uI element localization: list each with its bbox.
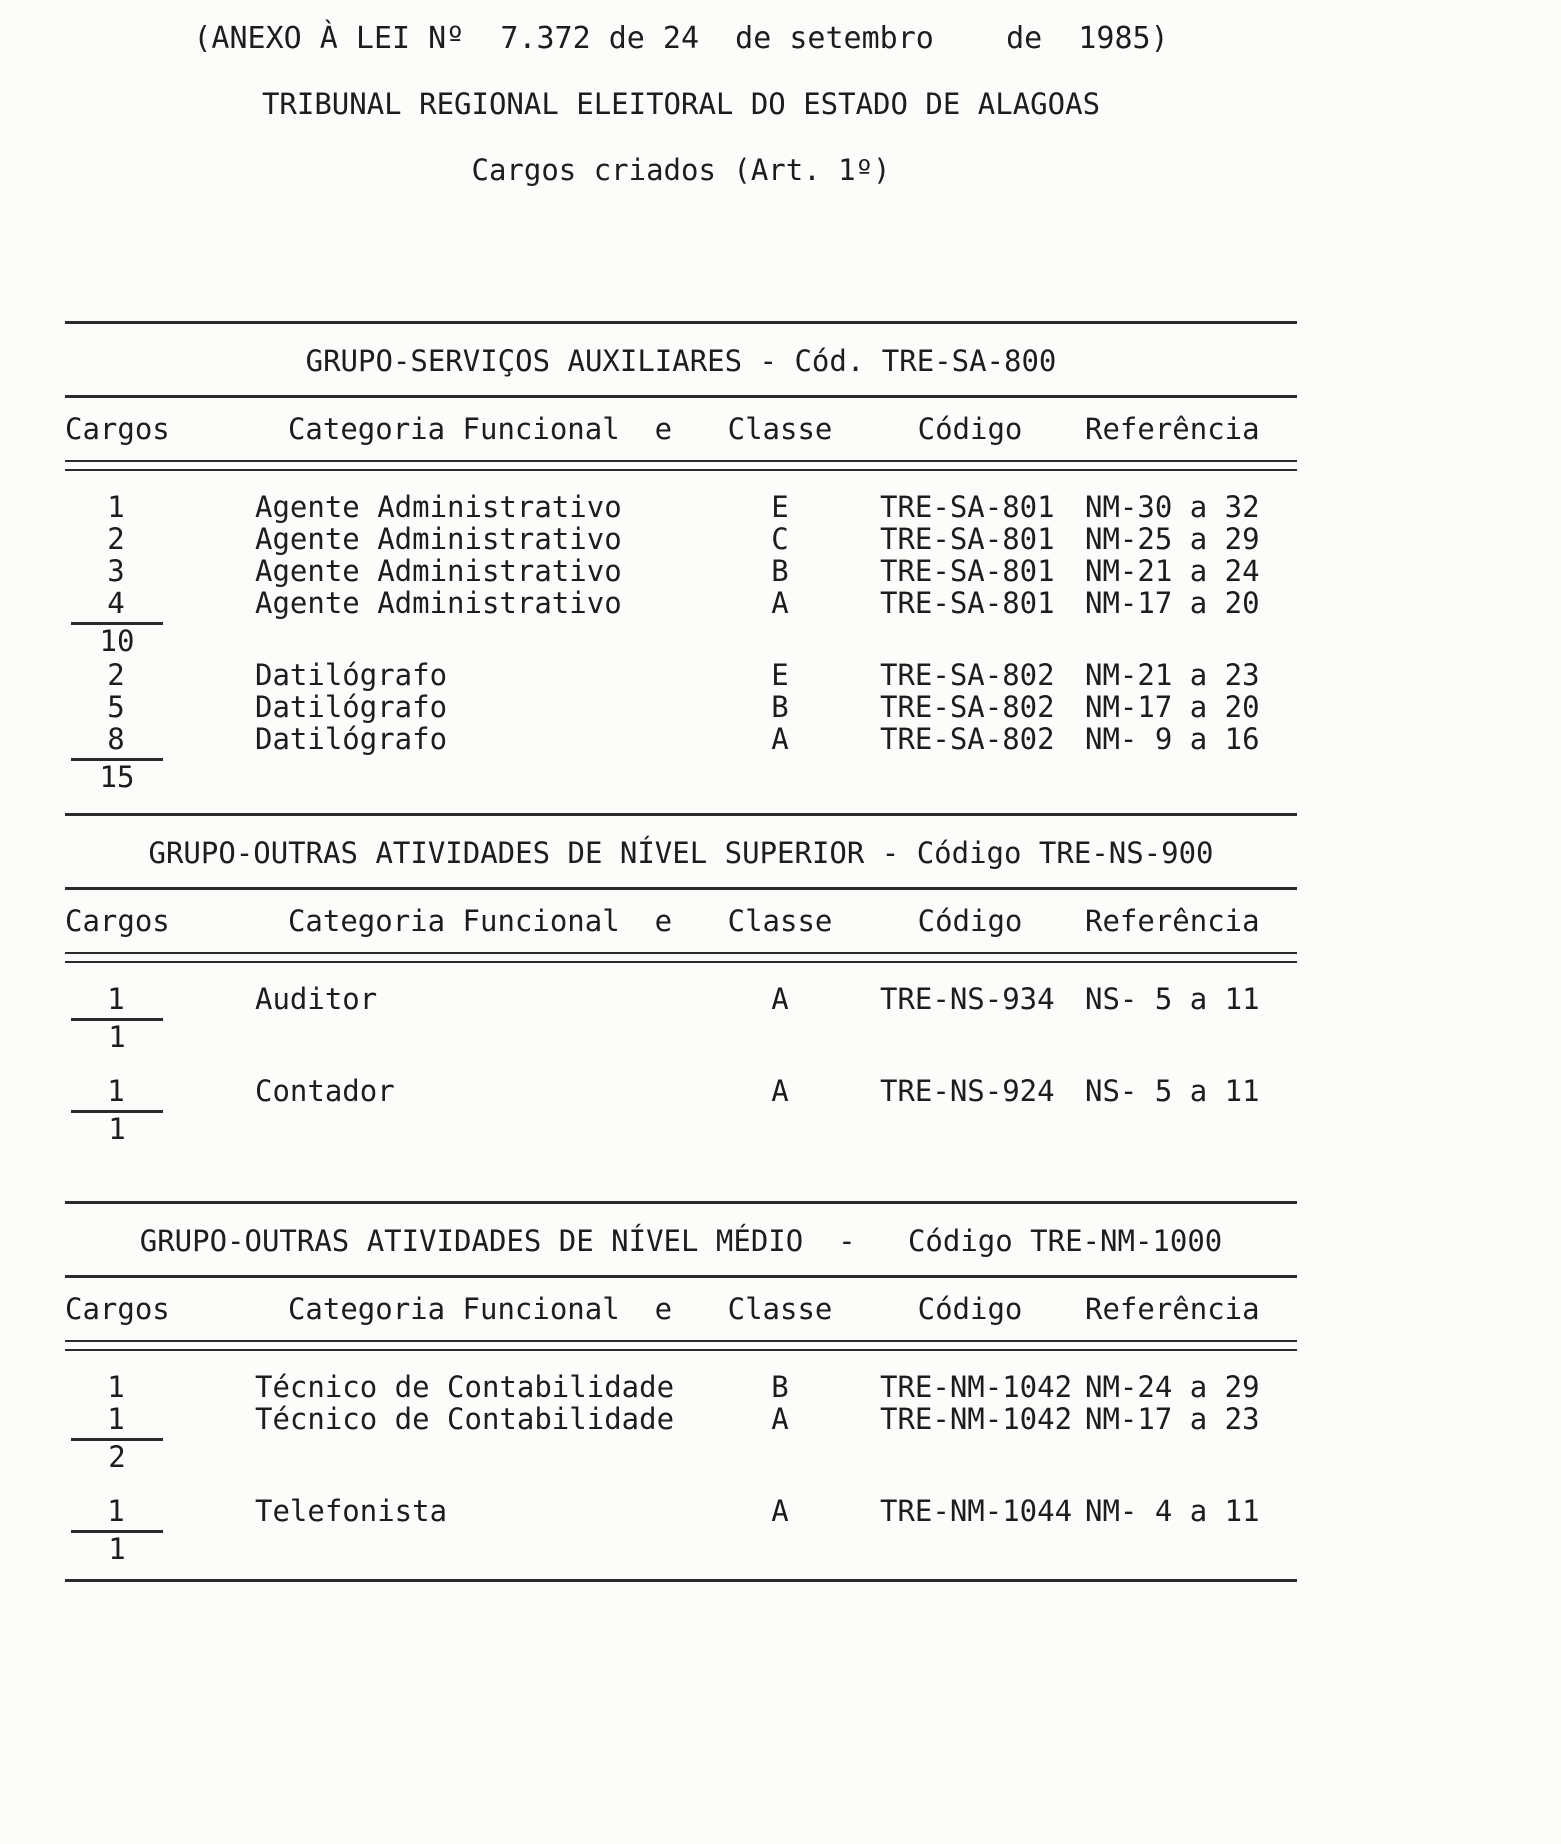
table-row [65,1371,1297,1403]
section-servicos-auxiliares [65,321,1297,793]
cell-categoria: Agente Administrativo [255,586,622,620]
cell-codigo: TRE-SA-802 [880,690,1055,724]
cell-referencia: NS- 5 a 11 [1085,982,1260,1016]
cell-codigo: TRE-NM-1042 [880,1370,1073,1404]
row-group-contador [65,1053,1297,1107]
cell-cargos: 1 [107,490,125,524]
cell-codigo: TRE-SA-801 [880,522,1055,556]
cell-classe: E [771,490,789,524]
cell-codigo: TRE-NS-934 [880,982,1055,1016]
table-header-row [65,1278,1297,1340]
cell-categoria: Agente Administrativo [255,490,622,524]
cell-cargos: 1 [107,1402,125,1436]
cell-classe: B [771,1370,789,1404]
table-header-row [65,890,1297,952]
cell-classe: C [771,522,789,556]
column-header-classe: Classe [727,412,833,446]
cell-referencia: NM-17 a 20 [1085,690,1260,724]
table-row [65,555,1297,587]
cell-cargos: 1 [107,1370,125,1404]
table-row [65,1495,1297,1527]
cell-cargos: 3 [107,554,125,588]
cell-categoria: Telefonista [255,1494,448,1528]
section-nivel-superior [65,813,1297,1145]
row-group-auditor [65,963,1297,1015]
cell-codigo: TRE-SA-801 [880,554,1055,588]
document-title-court: TRIBUNAL REGIONAL ELEITORAL DO ESTADO DE ALAGOAS [261,87,1101,121]
table-row [65,691,1297,723]
cell-cargos: 8 [107,722,125,756]
cell-classe: A [771,1494,789,1528]
column-header-categoria: Categoria Funcional e [287,1292,673,1326]
divider-double-line [65,1340,1297,1351]
divider-double-line [65,952,1297,963]
cell-categoria: Agente Administrativo [255,554,622,588]
column-header-referencia: Referência [1085,904,1260,938]
subtotal-telefonista: 1 [71,1530,163,1565]
cell-referencia: NM-25 a 29 [1085,522,1260,556]
table-row [65,1403,1297,1435]
group-title-nivel-superior: GRUPO-OUTRAS ATIVIDADES DE NÍVEL SUPERIOR - Código TRE-NS-900 [148,836,1214,870]
cell-cargos: 1 [107,1074,125,1108]
column-header-referencia: Referência [1085,1292,1260,1326]
column-header-categoria: Categoria Funcional e [287,412,673,446]
table-header-row [65,398,1297,460]
subtotal-contador: 1 [71,1110,163,1145]
cell-categoria: Técnico de Contabilidade [255,1402,675,1436]
table-row [65,723,1297,755]
cell-codigo: TRE-NM-1042 [880,1402,1073,1436]
row-group-agente-administrativo [65,471,1297,619]
column-header-classe: Classe [727,1292,833,1326]
cell-referencia: NM-21 a 23 [1085,658,1260,692]
cell-referencia: NM-17 a 20 [1085,586,1260,620]
cell-cargos: 4 [107,586,125,620]
column-header-classe: Classe [727,904,833,938]
section-nivel-medio [65,1201,1297,1582]
cell-cargos: 1 [107,982,125,1016]
cell-referencia: NM-30 a 32 [1085,490,1260,524]
document-subtitle: Cargos criados (Art. 1º) [471,153,891,187]
cell-codigo: TRE-SA-802 [880,722,1055,756]
subtotal-tecnico-contabilidade: 2 [71,1438,163,1473]
cell-categoria: Datilógrafo [255,690,448,724]
divider-double-line [65,460,1297,471]
document-title-law: (ANEXO À LEI Nº 7.372 de 24 de setembro de 1985) [193,21,1169,56]
document-page [65,16,1297,1582]
cell-codigo: TRE-SA-801 [880,490,1055,524]
column-header-cargos: Cargos [65,412,170,446]
column-header-codigo: Código [917,412,1023,446]
cell-codigo: TRE-SA-801 [880,586,1055,620]
subtotal-agente-administrativo: 10 [71,622,163,657]
row-group-datilografo [65,657,1297,755]
column-header-cargos: Cargos [65,904,170,938]
cell-referencia: NM-17 a 23 [1085,1402,1260,1436]
cell-referencia: NM-21 a 24 [1085,554,1260,588]
cell-classe: A [771,1074,789,1108]
cell-categoria: Agente Administrativo [255,522,622,556]
cell-cargos: 2 [107,522,125,556]
cell-codigo: TRE-SA-802 [880,658,1055,692]
table-row [65,523,1297,555]
cell-codigo: TRE-NM-1044 [880,1494,1073,1528]
column-header-categoria: Categoria Funcional e [287,904,673,938]
table-row [65,659,1297,691]
cell-referencia: NM- 9 a 16 [1085,722,1260,756]
divider-line [65,1579,1297,1582]
cell-classe: A [771,586,789,620]
cell-cargos: 2 [107,658,125,692]
table-row [65,491,1297,523]
table-row [65,1075,1297,1107]
cell-cargos: 5 [107,690,125,724]
cell-classe: B [771,554,789,588]
subtotal-auditor: 1 [71,1018,163,1053]
cell-classe: A [771,982,789,1016]
cell-referencia: NM- 4 a 11 [1085,1494,1260,1528]
cell-categoria: Auditor [255,982,378,1016]
column-header-codigo: Código [917,1292,1023,1326]
cell-categoria: Técnico de Contabilidade [255,1370,675,1404]
cell-classe: A [771,722,789,756]
subtotal-datilografo: 15 [71,758,163,793]
group-title-servicos-auxiliares: GRUPO-SERVIÇOS AUXILIARES - Cód. TRE-SA-800 [305,344,1057,378]
row-group-telefonista [65,1473,1297,1527]
table-row [65,587,1297,619]
cell-classe: B [771,690,789,724]
cell-categoria: Datilógrafo [255,658,448,692]
table-row [65,983,1297,1015]
cell-cargos: 1 [107,1494,125,1528]
column-header-codigo: Código [917,904,1023,938]
cell-referencia: NS- 5 a 11 [1085,1074,1260,1108]
cell-classe: E [771,658,789,692]
cell-classe: A [771,1402,789,1436]
cell-categoria: Contador [255,1074,395,1108]
column-header-referencia: Referência [1085,412,1260,446]
column-header-cargos: Cargos [65,1292,170,1326]
cell-referencia: NM-24 a 29 [1085,1370,1260,1404]
group-title-nivel-medio: GRUPO-OUTRAS ATIVIDADES DE NÍVEL MÉDIO - Código TRE-NM-1000 [139,1224,1223,1258]
cell-codigo: TRE-NS-924 [880,1074,1055,1108]
cell-categoria: Datilógrafo [255,722,448,756]
row-group-tecnico-contabilidade [65,1351,1297,1435]
